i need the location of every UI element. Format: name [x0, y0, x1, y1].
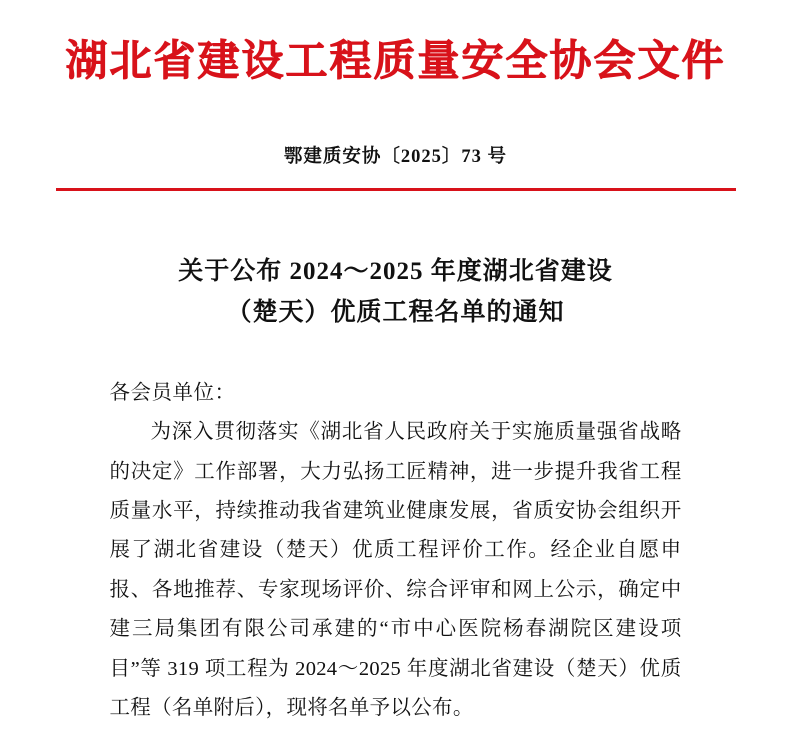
salutation: 各会员单位： — [109, 382, 236, 405]
masthead-title: 湖北省建设工程质量安全协会文件 — [65, 36, 726, 85]
page-title-line-2: （楚天）优质工程名单的通知 — [226, 299, 565, 327]
body-paragraph: 为深入贯彻落实《湖北省人民政府关于实施质量强省战略的决定》工作部署，大力弘扬工匠精神，进一步提升我省工程质量水平，持续推动我省建筑业健康发展，省质安协会组织开展了湖北省建设（楚天）优质工程评价工作。经企业自愿申报、各地推荐、专家现场评价、综合评审和网上公示，确定中建三局集团有限公司承建的“市中心医院杨春湖院区建设项目”等 319 项工程为 2024～2025 年度湖北省建设（楚天）优质工程（名单附后），现将名单予以公布。 — [109, 421, 682, 719]
page-title-line-1: 关于公布 2024～2025 年度湖北省建设 — [178, 257, 613, 285]
page-title — [0, 251, 791, 334]
document-number: 鄂建质安协〔2025〕73 号 — [283, 147, 508, 168]
red-divider-rule — [56, 188, 736, 191]
document-body — [110, 375, 682, 728]
masthead — [0, 0, 791, 86]
